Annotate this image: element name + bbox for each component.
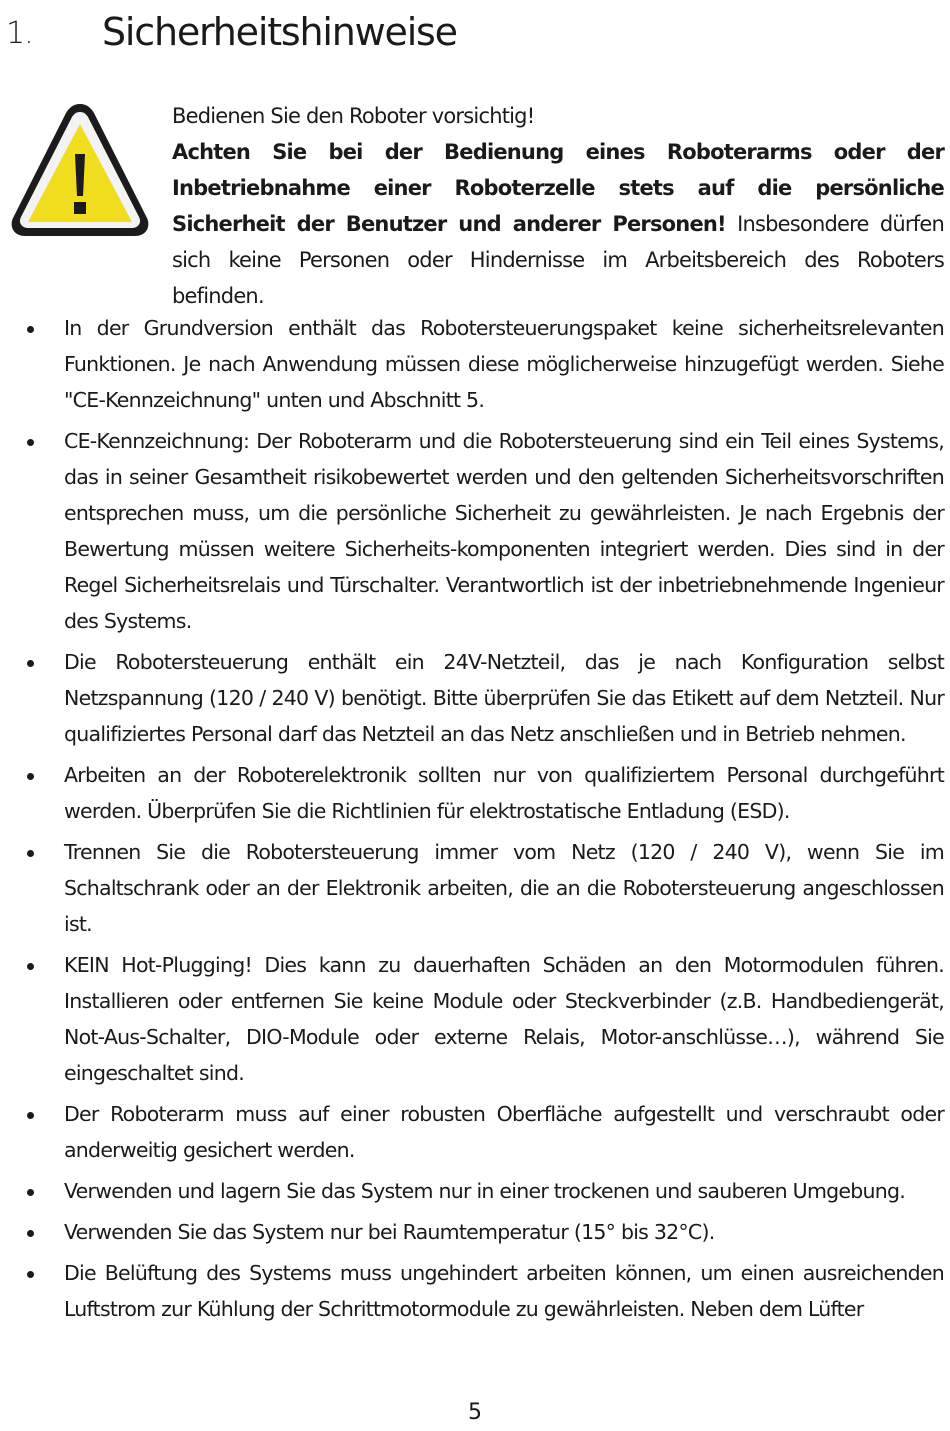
warning-emphasis: Achten Sie bei der Bedienung eines Roboterarms oder der Inbetriebnahme einer Roboterzelle stets auf die persönliche Sicherheit der Benutzer und anderer Personen! (172, 140, 944, 236)
bullet-icon (27, 963, 34, 970)
bullet-icon (27, 1271, 34, 1278)
list-item (0, 757, 944, 829)
list-item-text: CE-Kennzeichnung: Der Roboterarm und die Robotersteuerung sind ein Teil eines Systems, das in seiner Gesamtheit risikobewertet werden und den geltenden Sicherheitsvorschriften entsprechen muss, um die persönliche Sicherheit zu gewährleisten. Je nach Ergebnis der Bewertung müssen weitere Sicherheits-komponenten integriert werden. Dies sind in der Regel Sicherheitsrelais und Türschalter. Verantwortlich ist der inbetriebnehmende Ingenieur des Systems. (64, 429, 944, 633)
bullet-icon (27, 1112, 34, 1119)
bullet-icon (27, 773, 34, 780)
safety-instructions-list (0, 310, 944, 1332)
list-item (0, 644, 944, 752)
list-item (0, 310, 944, 418)
bullet-icon (27, 1230, 34, 1237)
warning-body (172, 134, 944, 314)
list-item-text: In der Grundversion enthält das Robotersteuerungspaket keine sicherheitsrelevanten Funktionen. Je nach Anwendung müssen diese möglicherweise hinzugefügt werden. Siehe "CE-Kennzeichnung" unten und Abschnitt 5. (64, 316, 944, 412)
list-item (0, 1255, 944, 1327)
bullet-icon (27, 660, 34, 667)
list-item-text: Arbeiten an der Roboterelektronik sollten nur von qualifiziertem Personal durchgeführt werden. Überprüfen Sie die Richtlinien für elektrostatische Entladung (ESD). (64, 763, 944, 823)
bullet-icon (27, 1189, 34, 1196)
page-number: 5 (468, 1400, 482, 1425)
bullet-icon (27, 326, 34, 333)
list-item-text: Die Belüftung des Systems muss ungehindert arbeiten können, um einen ausreichenden Luftstrom zur Kühlung der Schrittmotormodule zu gewährleisten. Neben dem Lüfter (64, 1261, 944, 1321)
section-heading (0, 8, 900, 58)
list-item-text: Die Robotersteuerung enthält ein 24V-Netzteil, das je nach Konfiguration selbst Netzspannung (120 / 240 V) benötigt. Bitte überprüfen Sie das Etikett auf dem Netzteil. Nur qualifiziertes Personal darf das Netzteil an das Netz anschließen und in Betrieb nehmen. (64, 650, 944, 746)
warning-triangle-icon (8, 98, 152, 242)
list-item (0, 1096, 944, 1168)
list-item-text: Verwenden Sie das System nur bei Raumtemperatur (15° bis 32°C). (64, 1220, 715, 1244)
list-item (0, 1214, 944, 1250)
bullet-icon (27, 850, 34, 857)
warning-block (8, 98, 944, 308)
list-item (0, 423, 944, 639)
warning-text (172, 98, 944, 314)
list-item (0, 947, 944, 1091)
section-number: 1. (6, 16, 33, 51)
bullet-icon (27, 439, 34, 446)
list-item-text: Der Roboterarm muss auf einer robusten Oberfläche aufgestellt und verschraubt oder anderweitig gesichert werden. (64, 1102, 944, 1162)
list-item-text: Trennen Sie die Robotersteuerung immer vom Netz (120 / 240 V), wenn Sie im Schaltschrank oder an der Elektronik arbeiten, die an die Robotersteuerung angeschlossen ist. (64, 840, 944, 936)
list-item-text: KEIN Hot-Plugging! Dies kann zu dauerhaften Schäden an den Motormodulen führen. Installieren oder entfernen Sie keine Module oder Steckverbinder (z.B. Handbediengerät, Not-Aus-Schalter, DIO-Module oder externe Relais, Motor-anschlüsse…), während Sie eingeschaltet sind. (64, 953, 944, 1085)
list-item (0, 834, 944, 942)
list-item-text: Verwenden und lagern Sie das System nur in einer trockenen und sauberen Umgebung. (64, 1179, 906, 1203)
section-title: Sicherheitshinweise (102, 10, 457, 54)
list-item (0, 1173, 944, 1209)
warning-rest: Insbesondere dürfen sich keine Personen oder Hindernisse im Arbeitsbereich des Roboters befinden. (172, 212, 944, 308)
warning-intro: Bedienen Sie den Roboter vorsichtig! (172, 104, 535, 128)
